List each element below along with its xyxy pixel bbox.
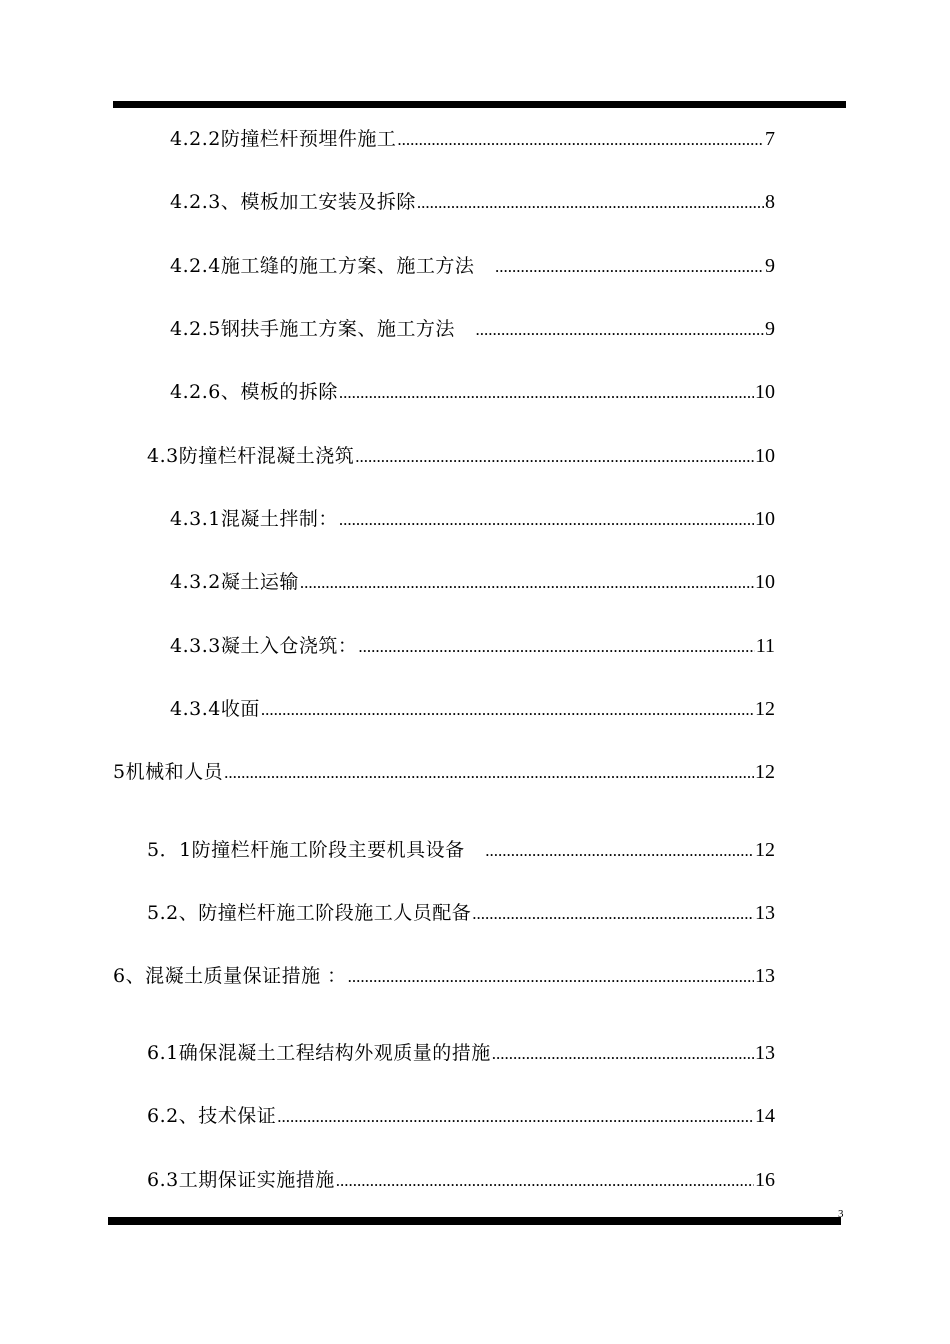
toc-entry-label: 6、混凝土质量保证措施 ： (113, 965, 347, 987)
toc-entry[interactable] (170, 697, 775, 722)
toc-entry-page: 10 (755, 508, 775, 530)
toc-entry[interactable] (147, 838, 775, 863)
toc-entry-label: 4.3防撞栏杆混凝土浇筑 (147, 445, 355, 467)
toc-entry-page: 13 (755, 965, 775, 987)
page-number: 3 (838, 1208, 844, 1220)
toc-entry-label: 4.2.6、模板的拆除 (170, 381, 338, 403)
toc-entry-page: 16 (755, 1169, 775, 1191)
toc-entry-label: 4.3.3凝土入仓浇筑： (170, 635, 358, 657)
toc-entry[interactable] (147, 901, 775, 926)
dot-leader (358, 635, 754, 659)
toc-entry-label: 6.2、技术保证 (147, 1105, 277, 1127)
toc-entry-page: 10 (755, 445, 775, 467)
toc-entry[interactable] (147, 1104, 775, 1129)
toc-entry-page: 13 (755, 902, 775, 924)
toc-entry-label: 5.2、防撞栏杆施工阶段施工人员配备 (147, 902, 472, 924)
dot-leader (300, 571, 754, 595)
toc-entry-label: 4.2.4施工缝的施工方案、施工方法 (170, 255, 494, 277)
toc-entry-page: 12 (755, 761, 775, 783)
toc-entry-page: 12 (755, 698, 775, 720)
dot-leader (417, 191, 764, 215)
toc-entry-page: 11 (755, 635, 775, 657)
toc-entry-page: 9 (765, 318, 775, 340)
toc-entry-page: 9 (765, 255, 775, 277)
dot-leader (495, 255, 764, 279)
toc-entry[interactable] (170, 254, 775, 279)
toc-entry-label: 6.3工期保证实施措施 (147, 1169, 335, 1191)
toc-entry[interactable] (147, 444, 775, 469)
toc-entry-label: 4.3.2凝土运输 (170, 571, 299, 593)
toc-entry-page: 12 (755, 839, 775, 861)
toc-entry[interactable] (170, 317, 775, 342)
toc-entry-label: 6.1确保混凝土工程结构外观质量的措施 (147, 1042, 491, 1064)
toc-entry[interactable] (113, 964, 775, 989)
toc-entry[interactable] (170, 380, 775, 405)
header-rule (113, 101, 846, 108)
toc-entry-page: 10 (755, 381, 775, 403)
toc-entry-label: 4.2.5钢扶手施工方案、施工方法 (170, 318, 475, 340)
toc-entry-page: 13 (755, 1042, 775, 1064)
toc-entry-label: 5机械和人员 (113, 761, 224, 783)
toc-entry[interactable] (147, 1168, 775, 1193)
dot-leader (224, 761, 754, 785)
toc-entry-page: 14 (755, 1105, 775, 1127)
dot-leader (339, 508, 754, 532)
dot-leader (277, 1105, 754, 1129)
toc-entry[interactable] (170, 190, 775, 215)
dot-leader (339, 381, 754, 405)
toc-entry-label: 4.3.1混凝土拌制： (170, 508, 338, 530)
footer-rule (108, 1217, 841, 1225)
toc-entry-label: 4.2.3、模板加工安装及拆除 (170, 191, 416, 213)
toc-entry-label: 5．1防撞栏杆施工阶段主要机具设备 (147, 839, 485, 861)
toc-entry[interactable] (170, 127, 775, 152)
toc-entry[interactable] (113, 760, 775, 785)
dot-leader (475, 318, 764, 342)
toc-entry[interactable] (170, 570, 775, 595)
dot-leader (355, 445, 754, 469)
dot-leader (397, 128, 764, 152)
toc-entry-page: 8 (765, 191, 775, 213)
dot-leader (492, 1042, 754, 1066)
dot-leader (472, 902, 754, 926)
dot-leader (261, 698, 754, 722)
dot-leader (348, 965, 754, 989)
toc-entry-page: 7 (765, 128, 775, 150)
toc-entry[interactable] (147, 1041, 775, 1066)
toc-entry[interactable] (170, 507, 775, 532)
toc-entry[interactable] (170, 634, 775, 659)
toc-entry-label: 4.2.2防撞栏杆预埋件施工 (170, 128, 397, 150)
dot-leader (485, 839, 754, 863)
toc-entry-label: 4.3.4收面 (170, 698, 260, 720)
toc-entry-page: 10 (755, 571, 775, 593)
dot-leader (336, 1169, 754, 1193)
